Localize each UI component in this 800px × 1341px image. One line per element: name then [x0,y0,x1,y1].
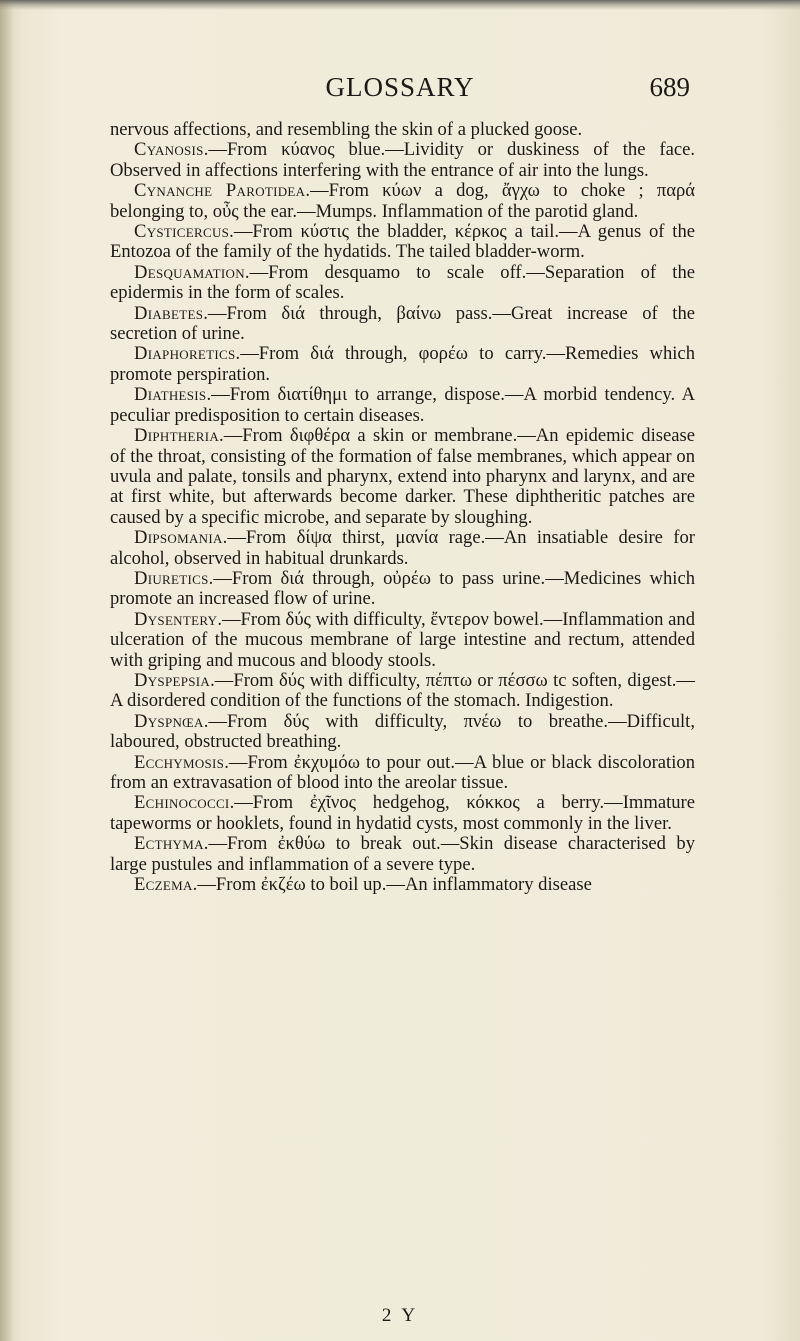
entry-term: Cysticercus [134,221,230,243]
entry-definition: .—From κύανος blue.—Lividity or duskiness of the face. Observed in affections interfering with the entrance of air into the lungs. [110,139,695,181]
glossary-entry [110,181,695,222]
entry-term: Cynanche Parotidea [134,180,306,202]
continued-paragraph: nervous affections, and resembling the skin of a plucked goose. [110,119,583,140]
entry-definition: .—From δίψα thirst, μανία rage.—An insatiable desire for alcohol, observed in habitual drunkards. [110,527,695,569]
entry-term: Ecchymosis [134,751,225,773]
entry-definition: .—From διά through, βαίνω pass.—Great increase of the secretion of urine. [110,302,695,345]
entry-definition: .—From δύς with difficulty, πέπτω or πέσσω tc soften, digest.—A disordered condition of the functions of the stomach. Indigestion. [110,669,695,712]
page-title: GLOSSARY [325,72,475,102]
glossary-entry [110,569,695,610]
glossary-entry [110,793,695,834]
entry-term: Dyspnœa [134,710,204,732]
glossary-entry [110,304,695,345]
entry-term: Eczema [134,874,193,896]
entry-definition: .—From δύς with difficulty, πνέω to breathe.—Difficult, laboured, obstructed breathing. [110,710,695,753]
glossary-entry [110,344,695,385]
glossary-entry [110,528,695,569]
entry-term: Diathesis [134,384,207,406]
entry-term: Dyspepsia [134,669,211,691]
glossary-entry [110,222,695,263]
entry-term: Echinococci [134,792,230,814]
entry-term: Diphtheria [134,425,220,447]
glossary-entry [110,875,695,895]
glossary-entry [110,753,695,794]
entry-term: Diuretics [134,567,209,589]
entry-definition: .—From διά through, οὐρέω to pass urine.—Medicines which promote an increased flow of urine. [110,567,695,610]
entry-definition: .—From κύων a dog, ἄγχω to choke ; παρά belonging to, οὖς the ear.—Mumps. Inflammation of the parotid gland. [110,180,696,222]
glossary-entry [110,426,695,528]
entry-definition: .—From διατίθημι to arrange, dispose.—A morbid tendency. A peculiar predisposition to certain diseases. [110,384,695,426]
signature-mark: 2 Y [381,1305,419,1326]
entry-definition: .—From διά through, φορέω to carry.—Remedies which promote perspiration. [110,343,695,385]
entry-definition: .—From διφθέρα a skin or membrane.—An epidemic disease of the throat, consisting of the formation of false membranes, which appear on uvula and palate, tonsils and pharynx, extend into pharynx and larynx, and are at first white, but afterwards become darker. These diphtheritic patches are caused by a specific microbe, and separate by sloughing. [110,425,695,528]
entry-definition: .—From ἐχῖνος hedgehog, κόκκος a berry.—Immature tapeworms or hooklets, found in hydatid cysts, most commonly in the liver. [110,792,695,834]
entry-definition: .—From ἐκζέω to boil up.—An inflammatory disease [192,874,592,896]
page-gutter-shadow [0,0,14,1341]
entry-term: Dipsomania [134,527,223,549]
entry-definition: .—From δύς with difficulty, ἔντερον bowel.—Inflammation and ulceration of the mucous membrane of large intestine and rectum, attended with griping and mucous and bloody stools. [110,608,695,671]
entry-term: Desquamation [134,261,245,283]
running-head [0,72,800,108]
entry-term: Diabetes [134,302,204,324]
entry-term: Dysentery [134,608,218,630]
entry-definition: .—From κύστις the bladder, κέρκος a tail.—A genus of the Entozoa of the family of the hydatids. The tailed bladder-worm. [110,221,695,263]
glossary-entry [110,385,695,426]
glossary-entry [110,140,695,181]
entry-definition: .—From ἐκχυμόω to pour out.—A blue or black discoloration from an extravasation of blood into the areolar tissue. [110,751,695,793]
glossary-entry [110,263,695,304]
glossary-entry [110,712,695,753]
glossary-body [110,120,695,895]
glossary-entry [110,671,695,712]
glossary-entry [110,834,695,875]
entry-term: Ecthyma [134,833,204,855]
entry-definition: .—From ἐκθύω to break out.—Skin disease characterised by large pustules and inflammation of a severe type. [110,833,695,875]
entry-term: Cyanosis [134,139,204,161]
page-number: 689 [649,72,690,102]
glossary-entry [110,610,695,671]
entry-definition: .—From desquamo to scale off.—Separation of the epidermis in the form of scales. [110,261,695,304]
entry-term: Diaphoretics [134,343,236,365]
page-top-edge [0,0,800,10]
glossary-entries [110,140,695,895]
